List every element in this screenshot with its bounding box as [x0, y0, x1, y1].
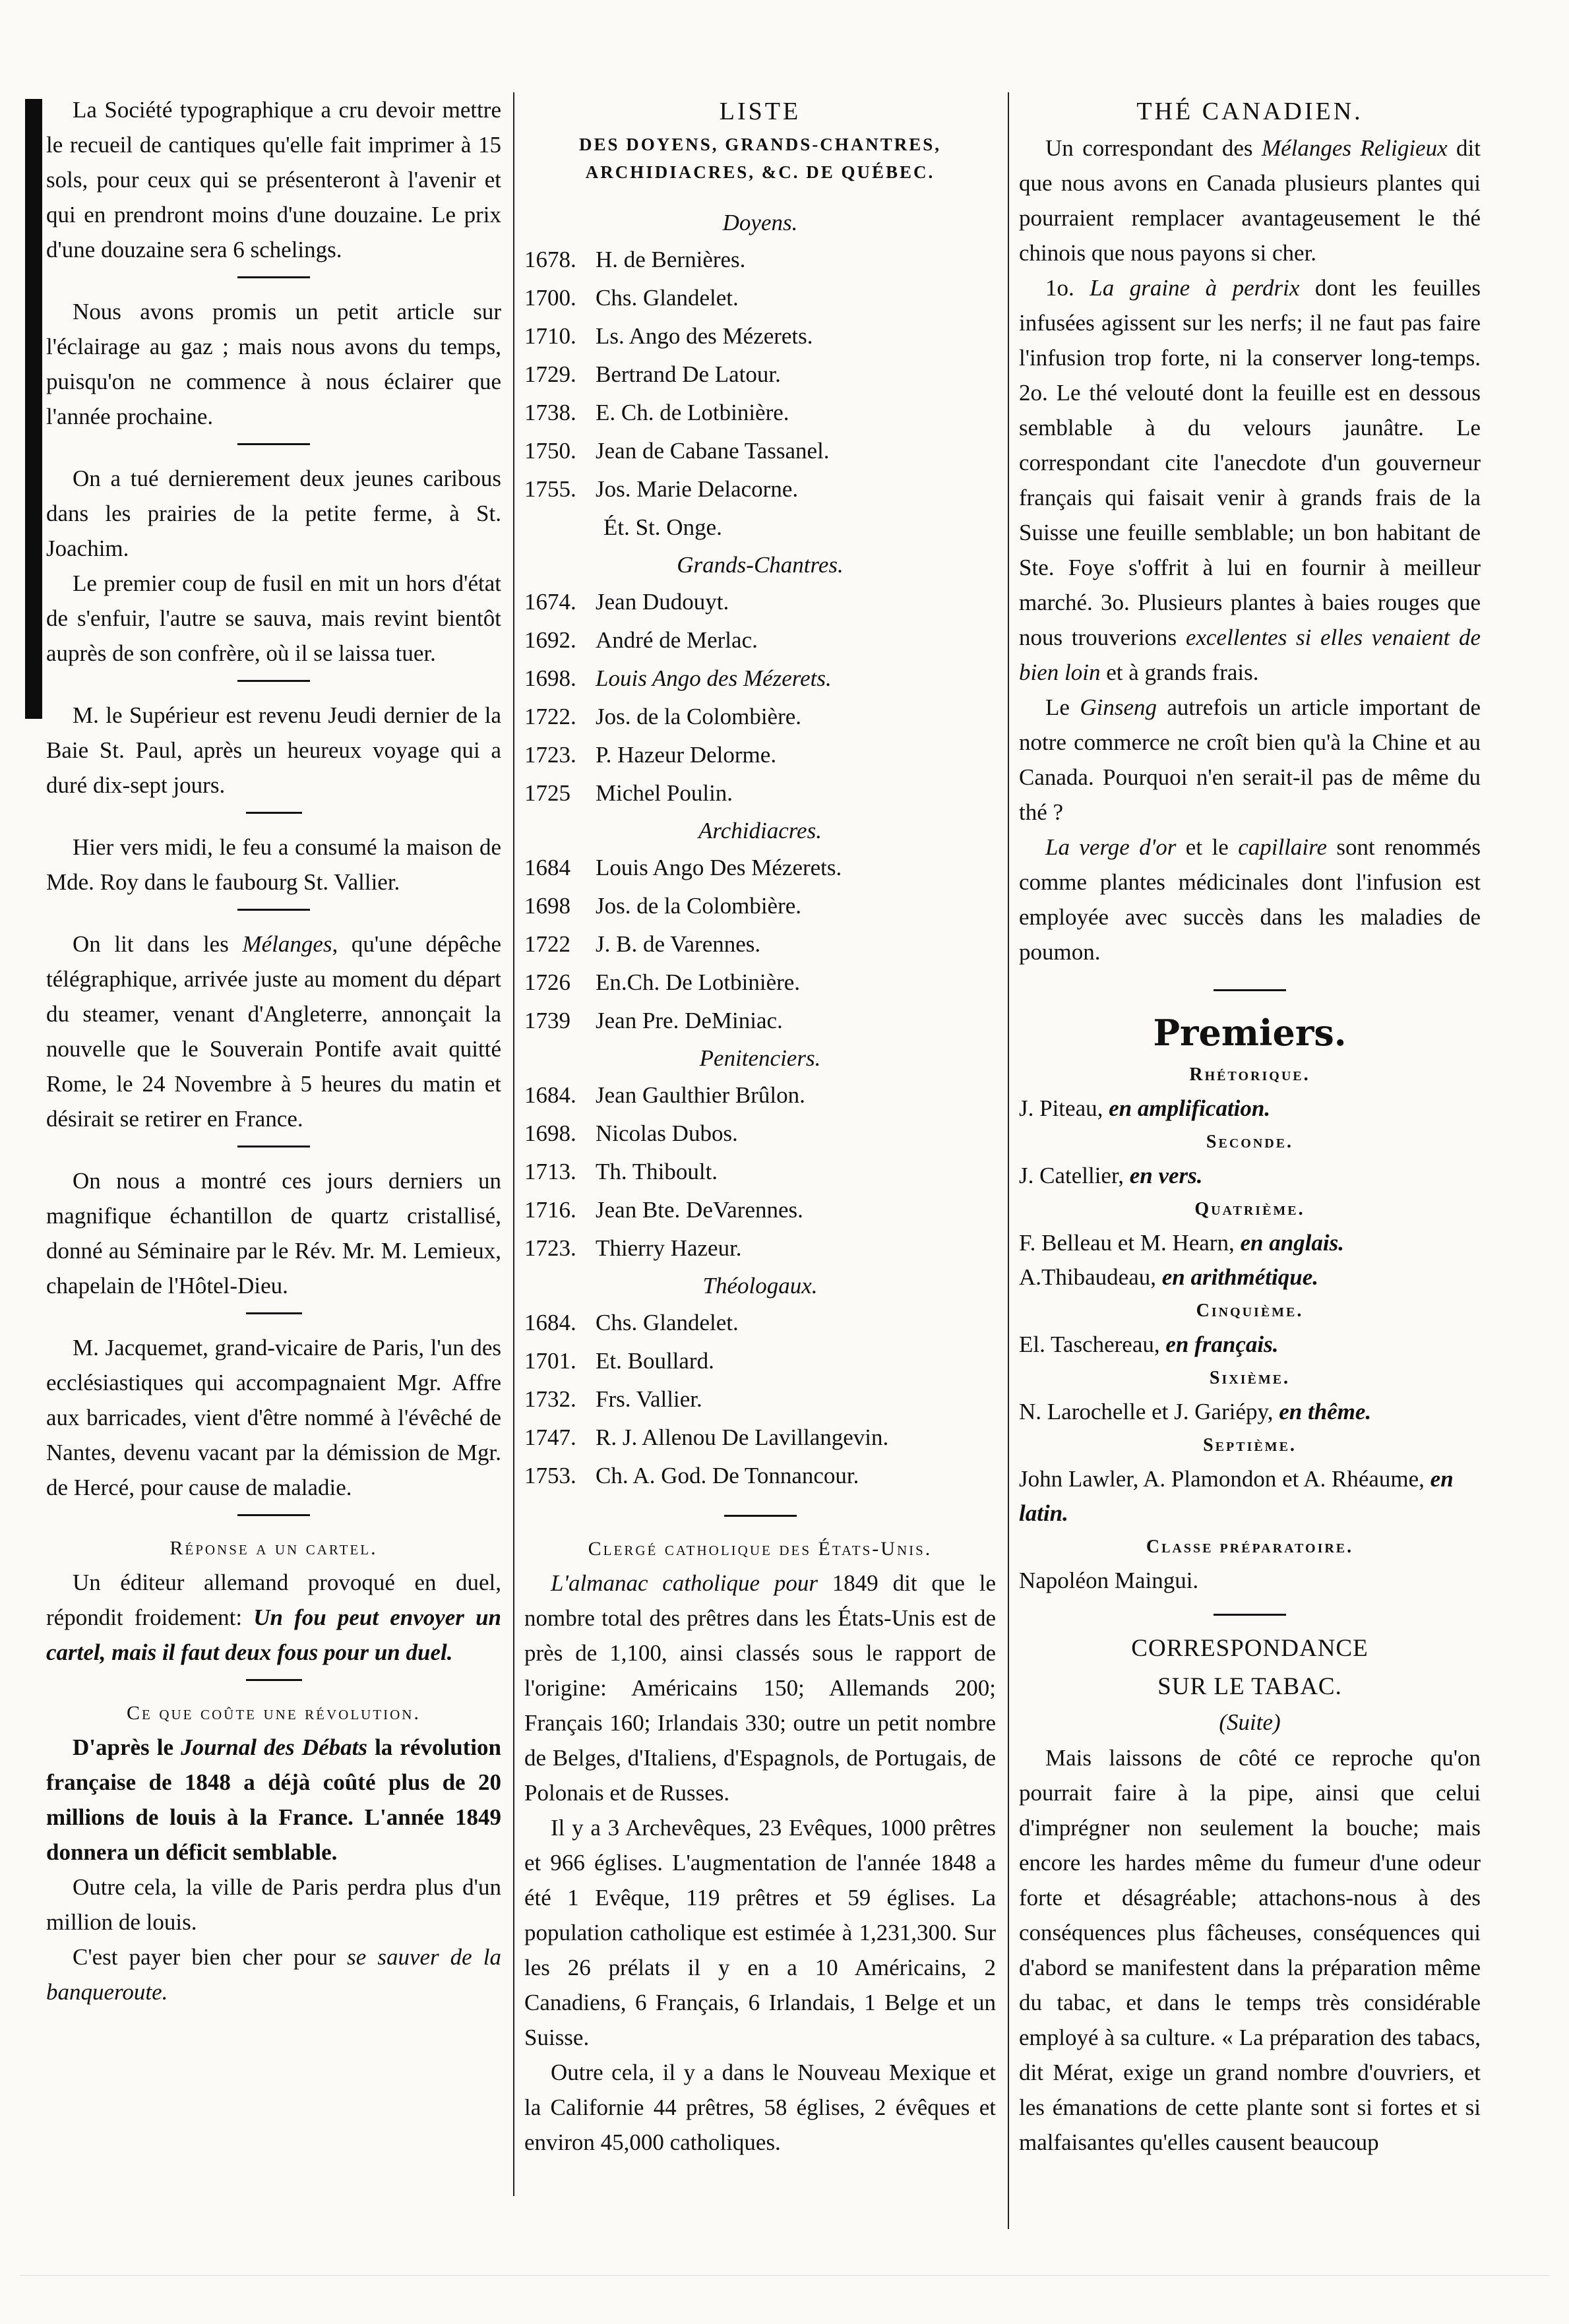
prize-class-heading: Rhétorique.	[1189, 1064, 1310, 1085]
notice-gaz: Nous avons promis un petit article sur l'éclairage au gaz ; mais nous avons du temps, puisqu'on ne commence à nous éclairer que l'année prochaine.	[46, 299, 501, 429]
notice-caribous: On a tué dernierement deux jeunes caribous dans les prairies de la petite ferme, à St. Joachim.	[46, 466, 501, 561]
separator	[246, 1679, 302, 1681]
liste-subtitle: ARCHIDIACRES, &C. DE QUÉBEC.	[585, 162, 935, 182]
entry-name: Thierry Hazeur.	[596, 1235, 742, 1261]
chantres-heading: Grands-Chantres.	[677, 552, 844, 578]
entry-year: 1732.	[524, 1386, 576, 1412]
list-entry	[524, 1304, 996, 1342]
entry-name: Jean de Cabane Tassanel.	[596, 438, 830, 464]
list-entry	[524, 432, 996, 470]
correspondance-subtitle: SUR LE TABAC.	[1157, 1673, 1342, 1700]
notice-melanges: On lit dans les Mélanges, qu'une dépêche télégraphique, arrivée juste au moment du départ du steamer, venant d'Angleterre, annonçait la nouvelle que le Souverain Pontife avait quitté Rome, le 24 Novembre à 5 heures du matin et désirait se retirer en France.	[46, 931, 501, 1132]
entry-year: 1684	[524, 855, 570, 880]
entry-year: 1698	[524, 893, 570, 919]
list-entry	[524, 1076, 996, 1115]
entry-year: 1713.	[524, 1159, 576, 1184]
prize-class-heading: Sixième.	[1209, 1368, 1291, 1388]
page-binding-edge	[25, 99, 42, 719]
list-entry	[524, 887, 996, 925]
entry-year: 1738.	[524, 400, 576, 425]
list-entry: Ét. St. Onge.	[603, 514, 722, 540]
separator	[246, 812, 302, 814]
entry-year: 1716.	[524, 1197, 576, 1223]
correspondance-body: Mais laissons de côté ce reproche qu'on pourrait faire à la pipe, ainsi que celui d'imprégner non seulement la bouche; mais encore les hardes même du fumeur d'une odeur forte et désagréable; attachons-nous à des conséquences plus fâcheuses, conséquences qui d'abord se manifestent dans la préparation même du tabac, et dans le temps très considérable employé à sa culture. « La préparation des tabacs, dit Mérat, exige un grand nombre d'ouvriers, et les émanations de cette plante sont si fortes et si malfaisantes qu'elles causent beaucoup	[1019, 1745, 1481, 2155]
list-entry	[524, 241, 996, 279]
entry-name: Frs. Vallier.	[596, 1386, 702, 1412]
entry-name: André de Merlac.	[596, 627, 758, 653]
notice-jacquemet: M. Jacquemet, grand-vicaire de Paris, l'un des ecclésiastiques qui accompagnaient Mgr. Affre aux barricades, vient d'être nommé à l'évêché de Nantes, devenu vacant par la démission de Mgr. de Hercé, pour cause de maladie.	[46, 1335, 501, 1500]
list-entry	[524, 1191, 996, 1229]
the-p4: La verge d'or et le capillaire sont renommés comme plantes médicinales dont l'infusion est employée avec succès dans les maladies de poumon.	[1019, 834, 1481, 965]
entry-name: E. Ch. de Lotbinière.	[596, 400, 789, 425]
the-title: THÉ CANADIEN.	[1136, 98, 1363, 125]
entry-year: 1700.	[524, 285, 576, 311]
entry-name: Louis Ango Des Mézerets.	[596, 855, 842, 880]
premiers-title: Premiers.	[1153, 1012, 1347, 1054]
entry-year: 1723.	[524, 1235, 576, 1261]
list-entry	[524, 355, 996, 394]
column-rule	[513, 92, 514, 2196]
entry-year: 1725	[524, 780, 570, 806]
entry-year: 1722.	[524, 704, 576, 729]
list-entry	[524, 621, 996, 659]
archidiacres-heading: Archidiacres.	[698, 818, 822, 843]
list-entry	[524, 925, 996, 963]
list-entry	[524, 774, 996, 812]
entry-name: En.Ch. De Lotbinière.	[596, 969, 801, 995]
entry-name: R. J. Allenou De Lavillangevin.	[596, 1424, 889, 1450]
separator	[237, 680, 310, 682]
entry-name: Ch. A. God. De Tonnancour.	[596, 1463, 859, 1488]
prize-winner: A.Thibaudeau, en arithmétique.	[1019, 1264, 1318, 1290]
notice-quartz: On nous a montré ces jours derniers un magnifique échantillon de quartz cristallisé, donné au Séminaire par le Rév. Mr. M. Lemieux, chapelain de l'Hôtel-Dieu.	[46, 1168, 501, 1299]
entry-name: Nicolas Dubos.	[596, 1120, 738, 1146]
entry-year: 1739	[524, 1008, 570, 1033]
the-p2: 1o. La graine à perdrix dont les feuilles infusées agissent sur les nerfs; il ne faut pas faire l'infusion trop forte, ni la conserver long-temps. 2o. Le thé velouté dont la feuille est en dessous semblable à du velours jaunâtre. Le correspondant cite l'anecdote d'un gouverneur français qui faisait venir à grands frais de la Suisse une feuille semblable; un bon habitant de Ste. Foye s'offrit à lui en fournir à meilleur marché. 3o. Plusieurs plantes à baies rouges que nous trouverions excellentes si elles venaient de bien loin et à grands frais.	[1019, 275, 1481, 685]
revolution-heading: Ce que coûte une révolution.	[127, 1702, 421, 1724]
separator	[237, 1514, 310, 1516]
column-middle	[524, 92, 996, 2160]
entry-name: Jos. de la Colombière.	[596, 893, 802, 919]
entry-year: 1692.	[524, 627, 576, 653]
notice-feu: Hier vers midi, le feu a consumé la maison de Mde. Roy dans le faubourg St. Vallier.	[46, 834, 501, 895]
list-entry	[524, 1457, 996, 1495]
entry-name: Michel Poulin.	[596, 780, 733, 806]
list-entry	[524, 1002, 996, 1040]
entry-name: Jean Dudouyt.	[596, 589, 729, 615]
notice-paris: Outre cela, la ville de Paris perdra plus d'un million de louis.	[46, 1874, 501, 1935]
entry-name: Chs. Glandelet.	[596, 1310, 739, 1335]
list-entry	[524, 1115, 996, 1153]
separator	[246, 1312, 302, 1314]
entry-year: 1710.	[524, 323, 576, 349]
separator	[237, 443, 310, 445]
prize-winner: J. Catellier, en vers.	[1019, 1163, 1203, 1188]
separator	[724, 1515, 797, 1517]
the-p1: Un correspondant des Mélanges Religieux dit que nous avons en Canada plusieurs plantes qui pourraient remplacer avantageusement le thé chinois que nous payons si cher.	[1019, 135, 1481, 266]
notice-reponse: Un éditeur allemand provoqué en duel, répondit froidement: Un fou peut envoyer un cartel, mais il faut deux fous pour un duel.	[46, 1570, 501, 1665]
prize-winner: Napoléon Maingui.	[1019, 1568, 1199, 1593]
doyens-heading: Doyens.	[722, 210, 798, 235]
entry-year: 1684.	[524, 1082, 576, 1108]
entry-name: Et. Boullard.	[596, 1348, 714, 1374]
notice-revolution: D'après le Journal des Débats la révolution française de 1848 a déjà coûté plus de 20 millions de louis à la France. L'année 1849 donnera un déficit semblable.	[46, 1734, 501, 1865]
list-entry	[524, 583, 996, 621]
list-entry	[524, 317, 996, 355]
liste-title: LISTE	[719, 98, 801, 125]
prize-class-heading: Seconde.	[1206, 1132, 1294, 1152]
separator	[237, 909, 310, 911]
prize-winner: John Lawler, A. Plamondon et A. Rhéaume, en latin.	[1019, 1466, 1454, 1526]
list-entry	[524, 394, 996, 432]
entry-name: J. B. de Varennes.	[596, 931, 761, 957]
column-right	[1019, 92, 1481, 2160]
entry-name: Bertrand De Latour.	[596, 361, 781, 387]
entry-year: 1701.	[524, 1348, 576, 1374]
separator	[1214, 989, 1286, 991]
entry-year: 1678.	[524, 247, 576, 272]
list-entry	[524, 279, 996, 317]
correspondance-suite: (Suite)	[1219, 1709, 1281, 1735]
entry-year: 1729.	[524, 361, 576, 387]
entry-year: 1722	[524, 931, 570, 957]
entry-name: Jos. de la Colombière.	[596, 704, 802, 729]
column-left	[46, 92, 501, 2009]
clerge-p2: Il y a 3 Archevêques, 23 Evêques, 1000 prêtres et 966 églises. L'augmentation de l'année 1848 a été 1 Evêque, 119 prêtres et 59 églises. La population catholique est estimée à 1,231,300. Sur les 26 prélats il y en a 10 Américains, 2 Canadiens, 6 Français, 6 Irlandais, 1 Belge et un Suisse.	[524, 1815, 996, 2050]
entry-name: Jean Pre. DeMiniac.	[596, 1008, 783, 1033]
entry-year: 1698.	[524, 1120, 576, 1146]
entry-name: Jean Gaulthier Brûlon.	[596, 1082, 805, 1108]
entry-name: P. Hazeur Delorme.	[596, 742, 777, 768]
list-entry	[524, 470, 996, 508]
prize-winner: El. Taschereau, en français.	[1019, 1331, 1279, 1357]
correspondance-title: CORRESPONDANCE	[1131, 1635, 1369, 1662]
prize-winner: J. Piteau, en amplification.	[1019, 1095, 1271, 1121]
list-entry	[524, 1342, 996, 1380]
prize-winner: N. Larochelle et J. Gariépy, en thême.	[1019, 1399, 1372, 1424]
list-entry	[524, 659, 996, 698]
entry-name: Jos. Marie Delacorne.	[596, 476, 799, 502]
separator	[237, 1146, 310, 1147]
column-rule	[1008, 92, 1009, 2229]
page-bottom-rule	[20, 2275, 1550, 2276]
list-entry	[524, 963, 996, 1002]
list-entry	[524, 1380, 996, 1419]
chantres-list	[524, 583, 996, 812]
entry-year: 1684.	[524, 1310, 576, 1335]
clerge-p3: Outre cela, il y a dans le Nouveau Mexique et la Californie 44 prêtres, 58 églises, 2 évêques et environ 45,000 catholiques.	[524, 2060, 996, 2155]
entry-year: 1726	[524, 969, 570, 995]
notice-banqueroute: C'est payer bien cher pour se sauver de la banqueroute.	[46, 1944, 501, 2005]
list-entry	[524, 1419, 996, 1457]
list-entry	[524, 698, 996, 736]
theologaux-list	[524, 1304, 996, 1495]
notice-superieur: M. le Supérieur est revenu Jeudi dernier de la Baie St. Paul, après un heureux voyage qui a duré dix-sept jours.	[46, 702, 501, 798]
entry-year: 1698.	[524, 665, 576, 691]
list-entry	[524, 1153, 996, 1191]
entry-year: 1755.	[524, 476, 576, 502]
theologaux-heading: Théologaux.	[702, 1273, 818, 1299]
entry-name: Jean Bte. DeVarennes.	[596, 1197, 803, 1223]
prize-class-heading: Quatrième.	[1194, 1199, 1305, 1219]
clerge-heading: Clergé catholique des États-Unis.	[588, 1538, 933, 1560]
notice-caribous-cont: Le premier coup de fusil en mit un hors d'état de s'enfuir, l'autre se sauva, mais revint bientôt auprès de son confrère, où il se laissa tuer.	[46, 570, 501, 666]
list-entry	[524, 736, 996, 774]
entry-year: 1747.	[524, 1424, 576, 1450]
entry-name: Louis Ango des Mézerets.	[596, 665, 832, 691]
clerge-p1: L'almanac catholique pour 1849 dit que le nombre total des prêtres dans les États-Unis est de près de 1,100, ainsi classés sous le rapport de l'origine: Américains 150; Allemands 200; Français 160; Irlandais 330; outre un petit nombre de Belges, d'Italiens, d'Espagnols, de Portugais, de Polonais et de Russes.	[524, 1570, 996, 1806]
notice-cantiques: La Société typographique a cru devoir mettre le recueil de cantiques qu'elle fait imprimer à 15 sols, pour ceux qui se présenteront à l'avenir et qui en prendront moins d'une douzaine. Le prix d'une douzaine sera 6 schelings.	[46, 97, 501, 262]
entry-name: Th. Thiboult.	[596, 1159, 718, 1184]
prize-winner: F. Belleau et M. Hearn, en anglais.	[1019, 1230, 1344, 1256]
entry-name: H. de Bernières.	[596, 247, 746, 272]
separator	[1214, 1614, 1286, 1616]
liste-subtitle: DES DOYENS, GRANDS-CHANTRES,	[578, 135, 942, 154]
entry-year: 1674.	[524, 589, 576, 615]
separator	[237, 276, 310, 278]
penitenciers-heading: Penitenciers.	[699, 1045, 821, 1071]
entry-year: 1723.	[524, 742, 576, 768]
entry-name: Chs. Glandelet.	[596, 285, 739, 311]
list-entry	[524, 849, 996, 887]
archidiacres-list	[524, 849, 996, 1040]
penitenciers-list	[524, 1076, 996, 1268]
reponse-heading: Réponse a un cartel.	[169, 1537, 378, 1559]
list-entry	[524, 1229, 996, 1268]
prize-class-heading: Classe préparatoire.	[1146, 1537, 1354, 1557]
entry-name: Ls. Ango des Mézerets.	[596, 323, 813, 349]
entry-year: 1750.	[524, 438, 576, 464]
doyens-list	[524, 241, 996, 508]
entry-year: 1753.	[524, 1463, 576, 1488]
prize-list	[1019, 1058, 1481, 1598]
prize-class-heading: Septième.	[1203, 1435, 1297, 1455]
the-p3: Le Ginseng autrefois un article important de notre commerce ne croît bien qu'à la Chine et au Canada. Pourquoi n'en serait-il pas de même du thé ?	[1019, 694, 1481, 825]
prize-class-heading: Cinquième.	[1196, 1300, 1304, 1321]
